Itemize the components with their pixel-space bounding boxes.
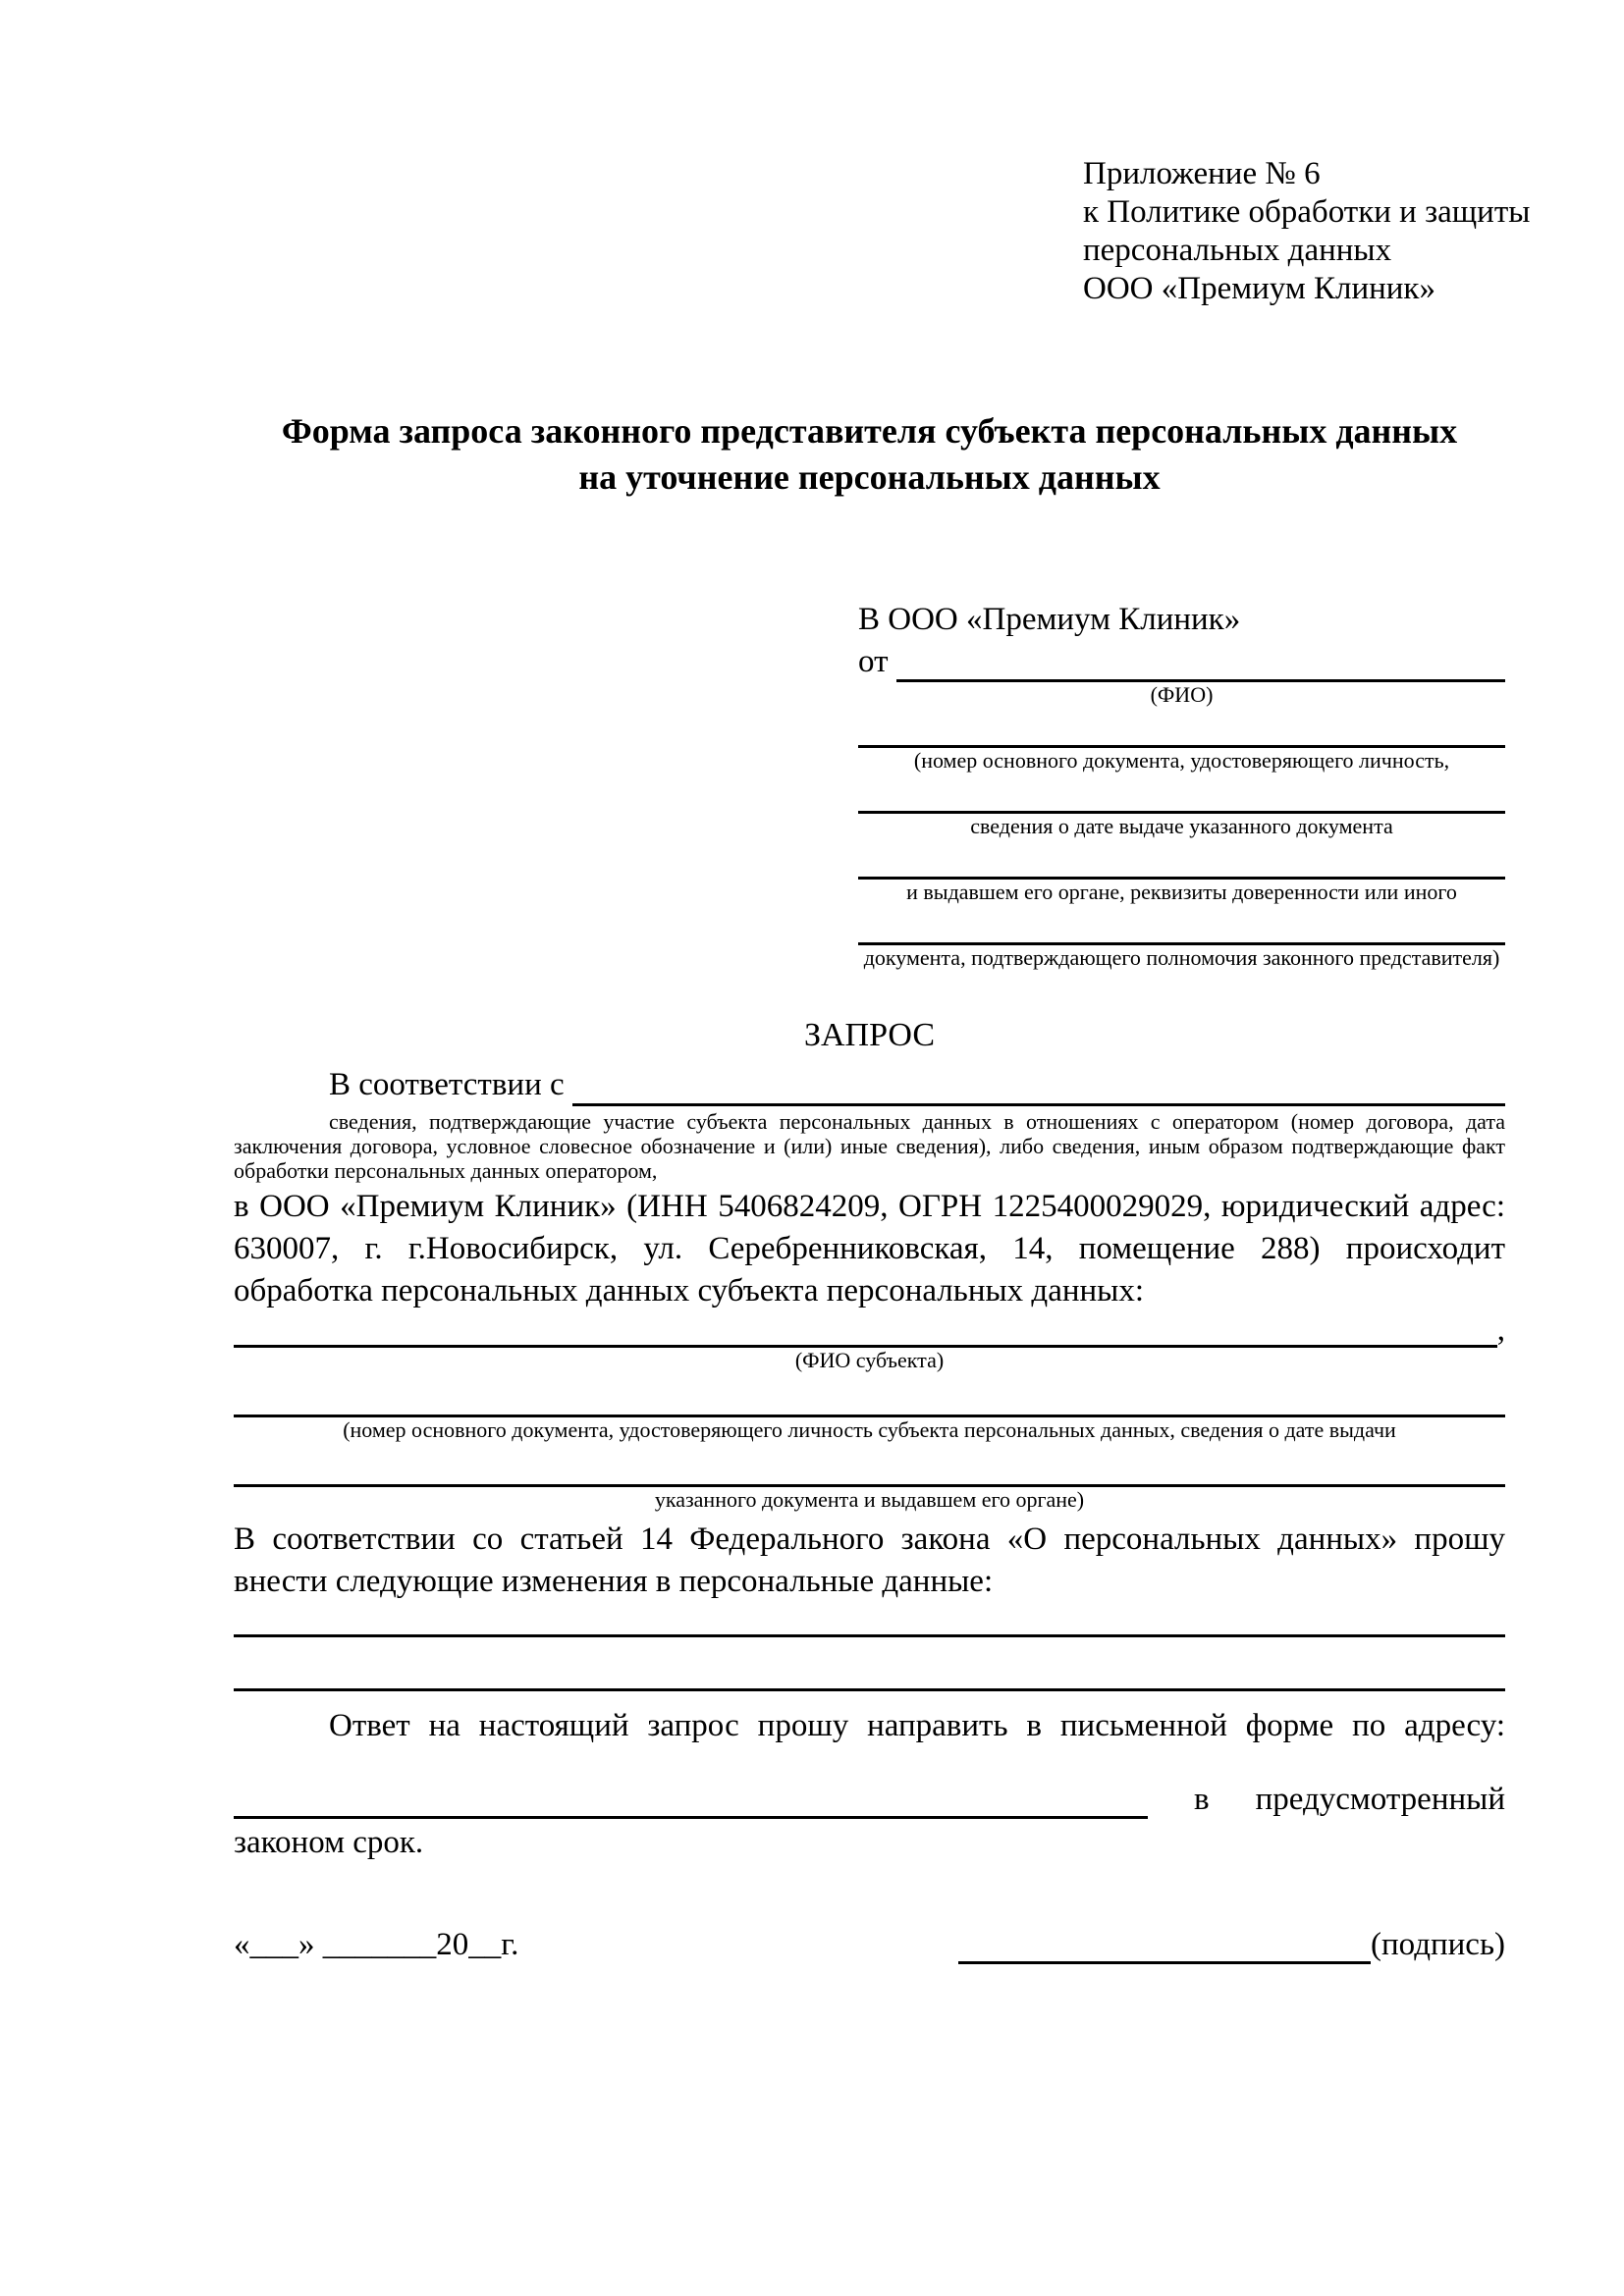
subject-doc-caption-2: указанного документа и выдавшем его органе) — [654, 1487, 1085, 1512]
appendix-line-1: Приложение № 6 — [1083, 156, 1321, 191]
changes-blank-line-2[interactable] — [234, 1637, 1505, 1691]
appendix-line-3: персональных данных — [1083, 233, 1392, 268]
subject-doc-blank-line-2[interactable] — [234, 1443, 1505, 1487]
reply-paragraph: Ответ на настоящий запрос прошу направить в письменной форме по адресу: — [329, 1708, 1505, 1743]
subject-fio-caption: (ФИО субъекта) — [794, 1348, 945, 1372]
request-heading: ЗАПРОС — [803, 1017, 936, 1053]
subject-doc-caption-1: (номер основного документа, удостоверяющего личность субъекта персональных данных, сведения о дате выдачи — [343, 1417, 1396, 1442]
intro-row — [234, 1064, 1505, 1106]
reply-word-v: в — [1194, 1782, 1210, 1817]
signature-caption: (подпись) — [1371, 1927, 1505, 1962]
document-title — [234, 408, 1505, 501]
subject-fio-blank-line[interactable] — [234, 1313, 1497, 1348]
reply-address-row — [234, 1780, 1505, 1819]
reply-word-predusmotrenny: предусмотренный — [1255, 1782, 1505, 1817]
fio-caption: (ФИО) — [1150, 682, 1214, 707]
document-title-line-2: на уточнение персональных данных — [578, 457, 1161, 497]
document-title-line-1: Форма запроса законного представителя субъекта персональных данных — [281, 411, 1458, 451]
signature-blank-line[interactable] — [958, 1930, 1371, 1964]
appendix-line-4: ООО «Премиум Клиник» — [1083, 271, 1435, 306]
signature-group — [958, 1925, 1505, 1964]
representative-doc-blank-line-3[interactable] — [858, 839, 1505, 880]
appendix-line-2: к Политике обработки и защиты — [1083, 194, 1531, 230]
reply-address-blank-line[interactable] — [234, 1785, 1148, 1819]
intro-prefix: В соответствии с — [329, 1067, 565, 1102]
operator-paragraph: в ООО «Премиум Клиник» (ИНН 5406824209, ОГРН 1225400029029, юридический адрес: 630007, г. г.Новосибирск, ул. Серебренниковская, 14, помещение 288) происходит обработка персональных данных субъекта персональных данных: — [234, 1189, 1505, 1308]
representative-fio-blank-line[interactable] — [896, 646, 1506, 682]
representative-doc-caption-4: документа, подтверждающего полномочия законного представителя) — [863, 945, 1500, 970]
addressee-block — [858, 599, 1505, 971]
representative-doc-caption-3: и выдавшем его органе, реквизиты доверенности или иного — [906, 880, 1457, 904]
representative-doc-blank-line-1[interactable] — [858, 708, 1505, 748]
representative-doc-caption-2: сведения о дате выдаче указанного документа — [970, 814, 1393, 838]
subject-fio-row — [234, 1312, 1505, 1348]
representative-doc-blank-line-4[interactable] — [858, 905, 1505, 945]
intro-footnote: сведения, подтверждающие участие субъекта персональных данных в отношениях с оператором (номер договора, дата заключения договора, условное словесное обозначение и (или) иные сведения), либо сведения, иным образом подтверждающие факт обработки персональных данных оператором, — [234, 1109, 1505, 1183]
addressee-company: В ООО «Премиум Клиник» — [858, 602, 1241, 637]
footer-row — [234, 1925, 1505, 1964]
trailing-comma: , — [1496, 1312, 1505, 1348]
appendix-header — [1083, 155, 1531, 308]
from-label: от — [858, 644, 889, 679]
intro-blank-line[interactable] — [572, 1070, 1505, 1106]
representative-doc-blank-line-2[interactable] — [858, 774, 1505, 814]
representative-doc-caption-1: (номер основного документа, удостоверяющего личность, — [913, 748, 1450, 773]
from-row — [858, 641, 1505, 682]
changes-blank-line-1[interactable] — [234, 1603, 1505, 1637]
date-blank[interactable]: «___» _______20__г. — [234, 1927, 519, 1962]
reply-suffix: законом срок. — [234, 1825, 424, 1860]
subject-doc-blank-line-1[interactable] — [234, 1373, 1505, 1417]
law-paragraph: В соответствии со статьей 14 Федерального закона «О персональных данных» прошу внести следующие изменения в персональные данные: — [234, 1522, 1505, 1599]
